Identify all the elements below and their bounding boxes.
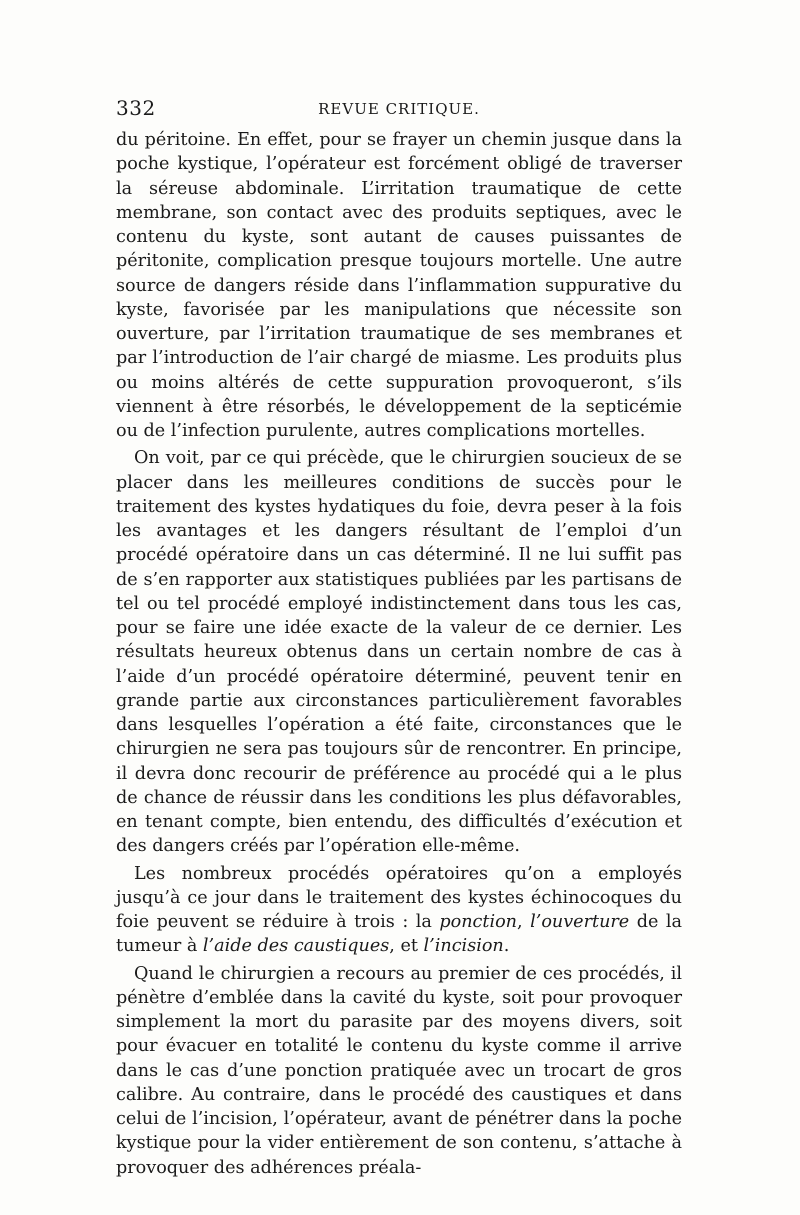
page-header [116,96,682,124]
term-ouverture: l’ouverture [530,912,630,932]
paragraph-3-text-before: Les nombreux procédés opératoires qu’on a employés jusqu’à ce jour dans le traitement des kystes échinocoques du foie peuvent se réduire à trois : la [116,863,682,932]
term-aide-des-caustiques: l’aide des caustiques [202,936,390,957]
term-incision: l’incision [423,936,504,957]
page-number: 332 [116,96,156,120]
term-ponction: ponction [439,912,518,932]
paragraph-3 [116,862,682,959]
paragraph-3-text-mid-2: de la tumeur à [116,912,682,957]
paragraph-2: On voit, par ce qui précède, que le chirurgien soucieux de se placer dans les meilleures conditions de succès pour le traitement des kystes hydatiques du foie, devra peser à la fois les avantages et les dangers résultant de l’emploi d’un procédé opératoire dans un cas déterminé. Il ne lui suffit pas de s’en rapporter aux statistiques publiées par les partisans de tel ou tel procédé employé indistinctement dans tous les cas, pour se faire une idée exacte de la valeur de ce dernier. Les résultats heureux obtenus dans un certain nombre de cas à l’aide d’un procédé opératoire déterminé, peuvent tenir en grande partie aux circonstances particulièrement favorables dans lesquelles l’opération a été faite, circonstances que le chirurgien ne sera pas toujours sûr de rencontrer. En principe, il devra donc recourir de préférence au procédé qui a le plus de chance de réussir dans les conditions les plus défavorables, en tenant compte, bien entendu, des difficultés d’exécution et des dangers créés par l’opération elle-même. [116,448,682,857]
paragraph-4: Quand le chirurgien a recours au premier de ces procédés, il pénètre d’emblée dans la cavité du kyste, soit pour provoquer simplement la mort du parasite par des moyens divers, soit pour évacuer en totalité le contenu du kyste comme il arrive dans le cas d’une ponction pratiquée avec un trocart de gros calibre. Au contraire, dans le procédé des caustiques et dans celui de l’incision, l’opérateur, avant de pénétrer dans la poche kystique pour la vider entièrement de son contenu, s’attache à provoquer des adhérences préala- [116,963,682,1178]
paragraph-1: du péritoine. En effet, pour se frayer un chemin jusque dans la poche kystique, l’opérateur est forcément obligé de traverser la séreuse abdominale. L’irritation traumatique de cette membrane, son contact avec des produits septiques, avec le contenu du kyste, sont autant de causes puissantes de péritonite, complication presque toujours mortelle. Une autre source de dangers réside dans l’inflammation suppurative du kyste, favorisée par les manipulations que nécessite son ouverture, par l’irritation traumatique de ses membranes et par l’introduction de l’air chargé de miasme. Les produits plus ou moins altérés de cette suppuration provoqueront, s’ils viennent à être résorbés, le développement de la septicémie ou de l’infection purulente, autres complications mortelles. [116,130,682,441]
running-head: REVUE CRITIQUE. [318,100,480,118]
paragraph-3-text-mid-3: , et [389,936,424,957]
body-text [116,128,682,1183]
paragraph-3-text-mid-1: , [517,912,531,932]
paragraph-3-text-after: . [503,936,510,957]
